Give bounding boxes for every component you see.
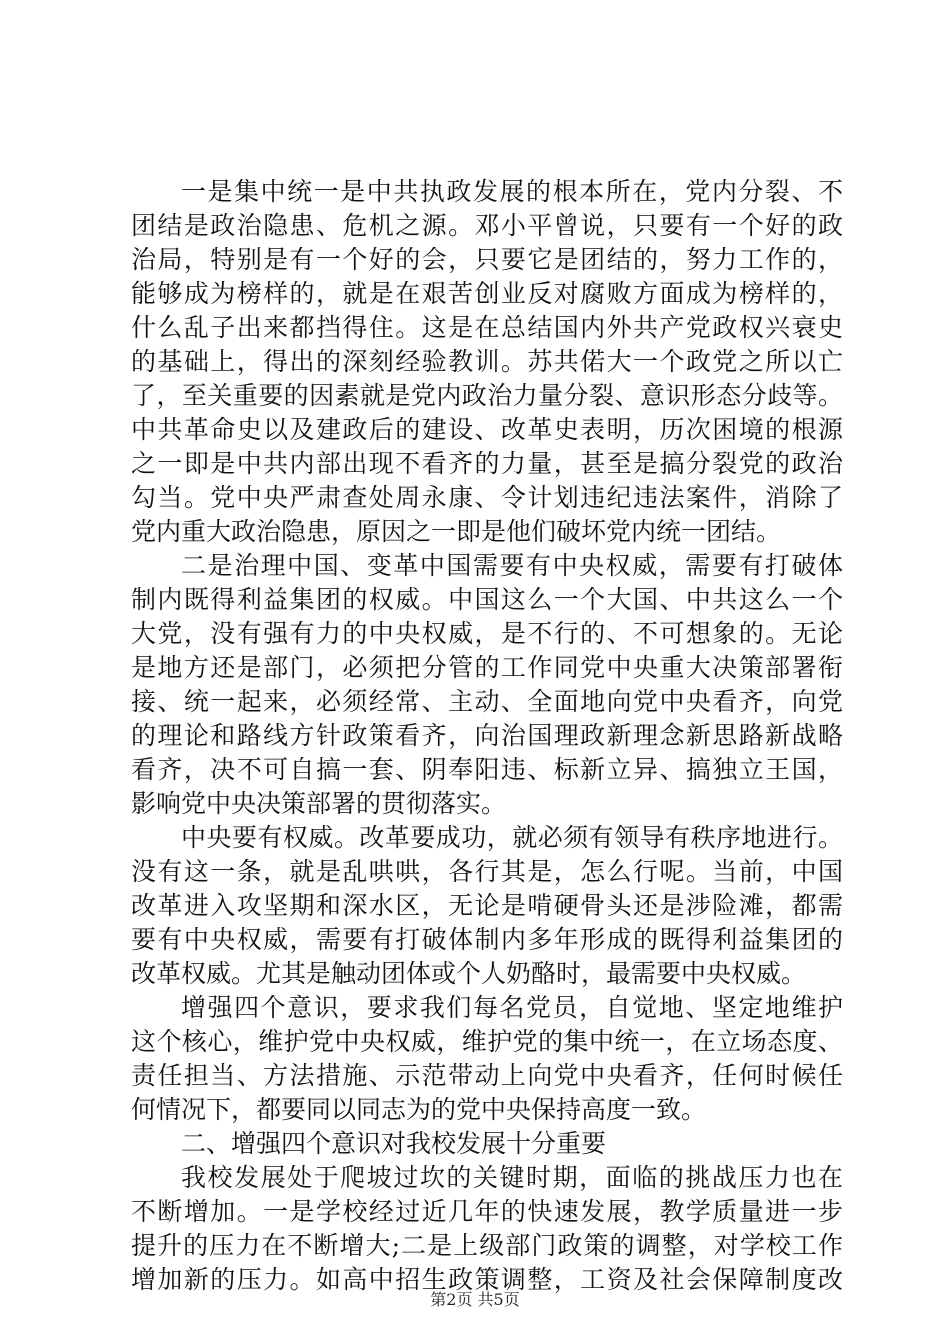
text-line: 一是集中统一是中共执政发展的根本所在，党内分裂、不 (181, 177, 843, 206)
text-line: 团结是政治隐患、危机之源。邓小平曾说，只要有一个好的政 (131, 211, 843, 240)
text-line: 的理论和路线方针政策看齐，向治国理政新理念新思路新战略 (131, 721, 843, 750)
text-line: 影响党中央决策部署的贯彻落实。 (131, 789, 507, 818)
text-line: 党内重大政治隐患，原因之一即是他们破坏党内统一团结。 (131, 517, 782, 546)
text-line: 看齐，决不可自搞一套、阴奉阳违、标新立异、搞独立王国， (131, 755, 843, 784)
text-line: 大党，没有强有力的中央权威，是不行的、不可想象的。无论 (131, 619, 843, 648)
body-text (131, 175, 843, 1297)
text-line: 没有这一条，就是乱哄哄，各行其是，怎么行呢。当前，中国 (131, 857, 843, 886)
text-line: 提升的压力在不断增大;二是上级部门政策的调整，对学校工作 (131, 1231, 843, 1260)
text-line: 这个核心，维护党中央权威，维护党的集中统一，在立场态度、 (131, 1027, 843, 1056)
text-line: 勾当。党中央严肃查处周永康、令计划违纪违法案件，消除了 (131, 483, 843, 512)
text-line: 的基础上，得出的深刻经验教训。苏共偌大一个政党之所以亡 (131, 347, 843, 376)
text-line: 什么乱子出来都挡得住。这是在总结国内外共产党政权兴衰史 (131, 313, 843, 342)
text-line: 要有中央权威，需要有打破体制内多年形成的既得利益集团的 (131, 925, 843, 954)
page-number-footer: 第2页 共5页 (430, 1290, 520, 1309)
text-line: 是地方还是部门，必须把分管的工作同党中央重大决策部署衔 (131, 653, 843, 682)
text-line: 我校发展处于爬坡过坎的关键时期，面临的挑战压力也在 (181, 1163, 843, 1192)
text-line: 中央要有权威。改革要成功，就必须有领导有秩序地进行。 (181, 823, 843, 852)
text-line: 二是治理中国、变革中国需要有中央权威，需要有打破体 (181, 551, 843, 580)
text-line: 增加新的压力。如高中招生政策调整，工资及社会保障制度改 (131, 1265, 843, 1294)
text-line: 改革进入攻坚期和深水区，无论是啃硬骨头还是涉险滩，都需 (131, 891, 843, 920)
text-line: 制内既得利益集团的权威。中国这么一个大国、中共这么一个 (131, 585, 843, 614)
section-heading: 二、增强四个意识对我校发展十分重要 (181, 1129, 607, 1158)
text-line: 能够成为榜样的，就是在艰苦创业反对腐败方面成为榜样的， (131, 279, 843, 308)
text-line: 责任担当、方法措施、示范带动上向党中央看齐，任何时候任 (131, 1061, 843, 1090)
text-line: 改革权威。尤其是触动团体或个人奶酪时，最需要中央权威。 (131, 959, 807, 988)
text-line: 增强四个意识，要求我们每名党员，自觉地、坚定地维护 (181, 993, 843, 1022)
text-line: 接、统一起来，必须经常、主动、全面地向党中央看齐，向党 (131, 687, 843, 716)
text-line: 不断增加。一是学校经过近几年的快速发展，教学质量进一步 (131, 1197, 843, 1226)
text-line: 中共革命史以及建政后的建设、改革史表明，历次困境的根源 (131, 415, 843, 444)
text-line: 了，至关重要的因素就是党内政治力量分裂、意识形态分歧等。 (131, 381, 843, 410)
text-line: 之一即是中共内部出现不看齐的力量，甚至是搞分裂党的政治 (131, 449, 843, 478)
text-line: 何情况下，都要同以同志为的党中央保持高度一致。 (131, 1095, 707, 1124)
text-line: 治局，特别是有一个好的会，只要它是团结的，努力工作的， (131, 245, 843, 274)
